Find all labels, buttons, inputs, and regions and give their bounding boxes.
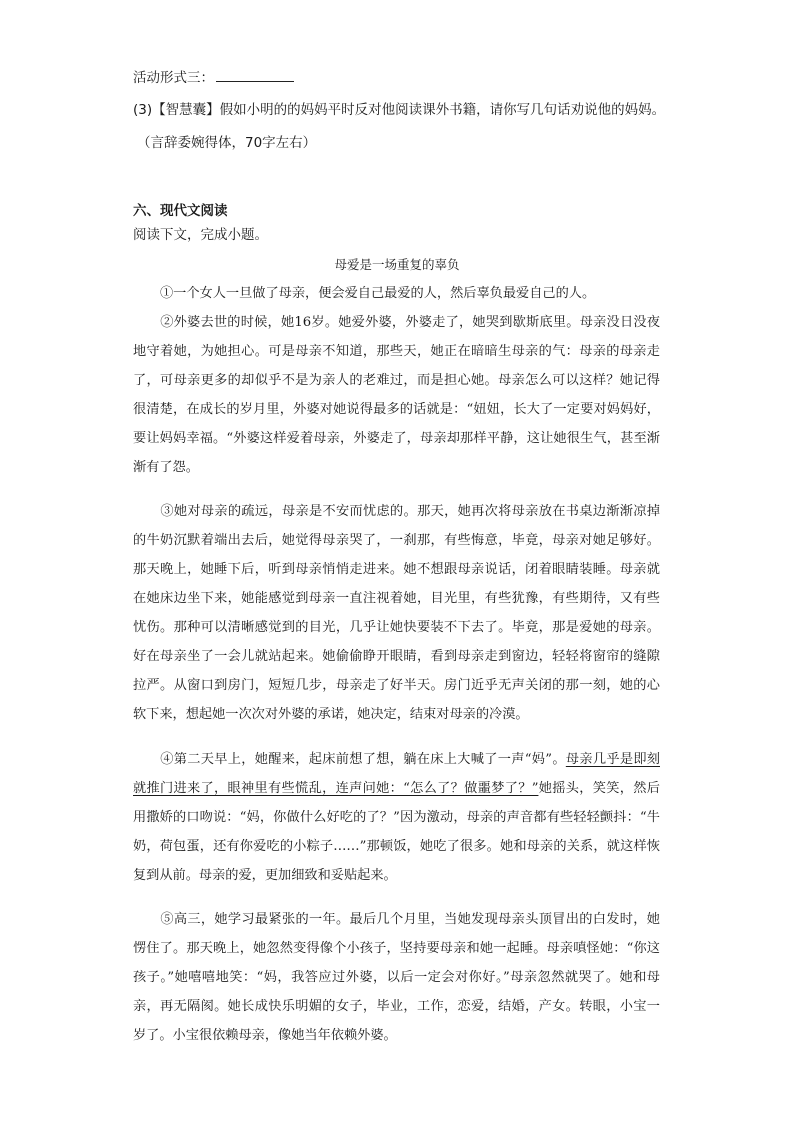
paragraph-4-after: 她摇头，笑笑，然后用撒娇的口吻说：“妈，你做什么好吃的了？”因为激动，母亲的声音都有些轻轻颤抖：“牛奶，荷包蛋，还有你爱吃的小粽子……”那顿饭，她吃了很多。她和母亲的关系，就这样恢复到从前。母亲的爱，更加细致和妥贴起来。 <box>133 781 660 883</box>
paragraph-5-text: ⑤高三，她学习最紧张的一年。最后几个月里，当她发现母亲头顶冒出的白发时，她愣住了。那天晚上，她忽然变得像个小孩子，坚持要母亲和她一起睡。母亲嗔怪她：“你这孩子。”她嘻嘻地笑：“妈，我答应过外婆，以后一定会对你好。”母亲忽然就哭了。她和母亲，再无隔阂。她长成快乐明媚的女子，毕业，工作，恋爱，结婚，产女。转眼，小宝一岁了。小宝很依赖母亲，像她当年依赖外婆。 <box>133 912 660 1043</box>
reading-instruction: 阅读下文，完成小题。 <box>133 227 268 243</box>
paragraph-1 <box>133 279 660 308</box>
paragraph-3 <box>133 497 660 729</box>
paragraph-4 <box>133 745 660 890</box>
article-title: 母爱是一场重复的辜负 <box>334 257 460 272</box>
paragraph-5 <box>133 905 660 1050</box>
paragraph-2 <box>133 308 660 482</box>
answer-blank[interactable] <box>216 69 294 82</box>
paragraph-4-underlined: 母亲几乎是即刻就推门进来了，眼神里有些慌乱，连声问她：“怎么了？做噩梦了？” <box>133 752 660 796</box>
question-three: (3)【智慧囊】假如小明的的妈妈平时反对他阅读课外书籍，请你写几句话劝说他的妈妈。 <box>133 102 666 118</box>
paragraph-2-text: ②外婆去世的时候，她16岁。她爱外婆，外婆走了，她哭到歇斯底里。母亲没日没夜地守着她，为她担心。可是母亲不知道，那些天，她正在暗暗生母亲的气：母亲的母亲走了，可母亲更多的却似乎不是为亲人的老难过，而是担心她。母亲怎么可以这样？她记得很清楚，在成长的岁月里，外婆对她说得最多的话就是：“妞妞，长大了一定要对妈妈好，要让妈妈幸福。“外婆这样爱着母亲，外婆走了，母亲却那样平静，这让她很生气，甚至渐渐有了怨。 <box>133 315 660 475</box>
paragraph-3-text: ③她对母亲的疏远，母亲是不安而忧虑的。那天，她再次将母亲放在书桌边渐渐凉掉的牛奶沉默着端出去后，她觉得母亲哭了，一刹那，有些悔意，毕竟，母亲对她足够好。那天晚上，她睡下后，听到母亲悄悄走进来。她不想跟母亲说话，闭着眼睛装睡。母亲就在她床边坐下来，她能感觉到母亲一直注视着她，目光里，有些犹豫，有些期待，又有些忧伤。那种可以清晰感觉到的目光，几乎让她快要装不下去了。毕竟，那是爱她的母亲。好在母亲坐了一会儿就站起来。她偷偷睁开眼睛，看到母亲走到窗边，轻轻将窗帘的缝隙拉严。从窗口到房门，短短几步，母亲走了好半天。房门近乎无声关闭的那一刻，她的心软下来，想起她一次次对外婆的承诺，她决定，结束对母亲的冷漠。 <box>133 504 660 722</box>
activity-three-line <box>133 66 294 86</box>
section-heading: 六、现代文阅读 <box>133 203 228 219</box>
activity-three-label: 活动形式三： <box>133 70 214 86</box>
paragraph-4-before: ④第二天早上，她醒来，起床前想了想，躺在床上大喊了一声“妈”。 <box>160 752 566 767</box>
question-three-note: （言辞委婉得体，70字左右） <box>137 135 317 151</box>
paragraph-1-text: ①一个女人一旦做了母亲，便会爱自己最爱的人，然后辜负最爱自己的人。 <box>160 286 596 301</box>
